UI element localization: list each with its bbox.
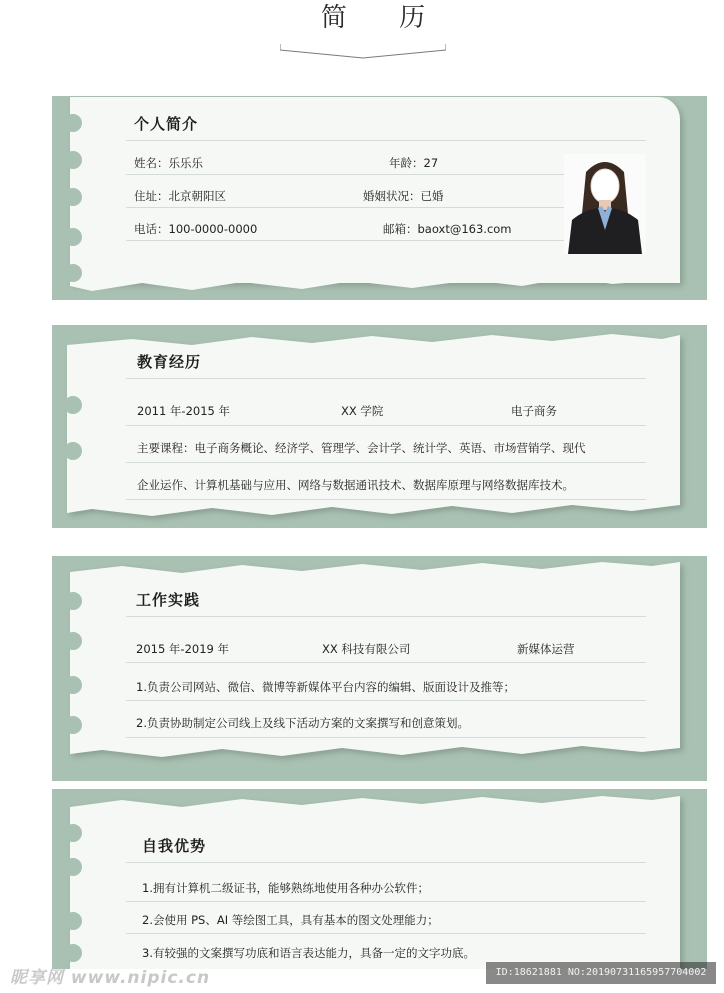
education-courses-line2: 企业运作、计算机基础与应用、网络与数据通讯技术、数据库原理与网络数据库技术。 [137,478,574,492]
binder-hole-icon [64,824,82,842]
profile-marital: 婚姻状况：已婚 [363,189,444,203]
section-title-work: 工作实践 [136,591,201,609]
profile-photo [564,154,646,254]
education-school: XX 学院 [341,404,384,418]
profile-phone: 电话：100-0000-0000 [134,222,258,236]
binder-hole-icon [64,912,82,930]
education-courses-line1: 主要课程：电子商务概论、经济学、管理学、会计学、统计学、英语、市场营销学、现代 [137,441,586,455]
binder-hole-icon [64,396,82,414]
binder-hole-icon [64,716,82,734]
strength-item-1: 1.拥有计算机二级证书，能够熟练地使用各种办公软件； [142,881,429,895]
work-duty-1: 1.负责公司网站、微信、微博等新媒体平台内容的编辑、版面设计及推等； [136,680,515,694]
section-title-strengths: 自我优势 [142,837,207,855]
education-period: 2011 年-2015 年 [137,404,230,418]
page-title: 简 历 [320,3,448,33]
watermark-logo: 昵享网 www.nipic.cn [10,968,211,988]
binder-hole-icon [64,592,82,610]
section-title-profile: 个人简介 [134,115,199,133]
strength-item-2: 2.会使用 PS、AI 等绘图工具，具有基本的图文处理能力； [142,913,439,927]
work-position: 新媒体运营 [517,642,575,656]
section-title-education: 教育经历 [137,353,202,371]
binder-hole-icon [64,228,82,246]
binder-hole-icon [64,944,82,962]
work-period: 2015 年-2019 年 [136,642,229,656]
strength-item-3: 3.有较强的文案撰写功底和语言表达能力，具备一定的文字功底。 [142,946,475,960]
binder-hole-icon [64,264,82,282]
binder-hole-icon [64,632,82,650]
title-chevron-decoration [280,40,446,62]
profile-email: 邮箱：baoxt@163.com [383,222,512,236]
work-duty-2: 2.负责协助制定公司线上及线下活动方案的文案撰写和创意策划。 [136,716,469,730]
watermark-id: ID:18621881 NO:20190731165957704002 [486,962,716,984]
binder-hole-icon [64,188,82,206]
binder-hole-icon [64,442,82,460]
profile-age: 年龄：27 [389,156,439,170]
torn-paper-decoration [52,789,707,969]
profile-address: 住址：北京朝阳区 [134,189,226,203]
binder-hole-icon [64,858,82,876]
education-major: 电子商务 [511,404,557,418]
profile-name: 姓名：乐乐乐 [134,156,203,170]
torn-edge-decoration [52,262,707,300]
binder-hole-icon [64,676,82,694]
binder-hole-icon [64,151,82,169]
binder-hole-icon [64,114,82,132]
work-company: XX 科技有限公司 [322,642,411,656]
